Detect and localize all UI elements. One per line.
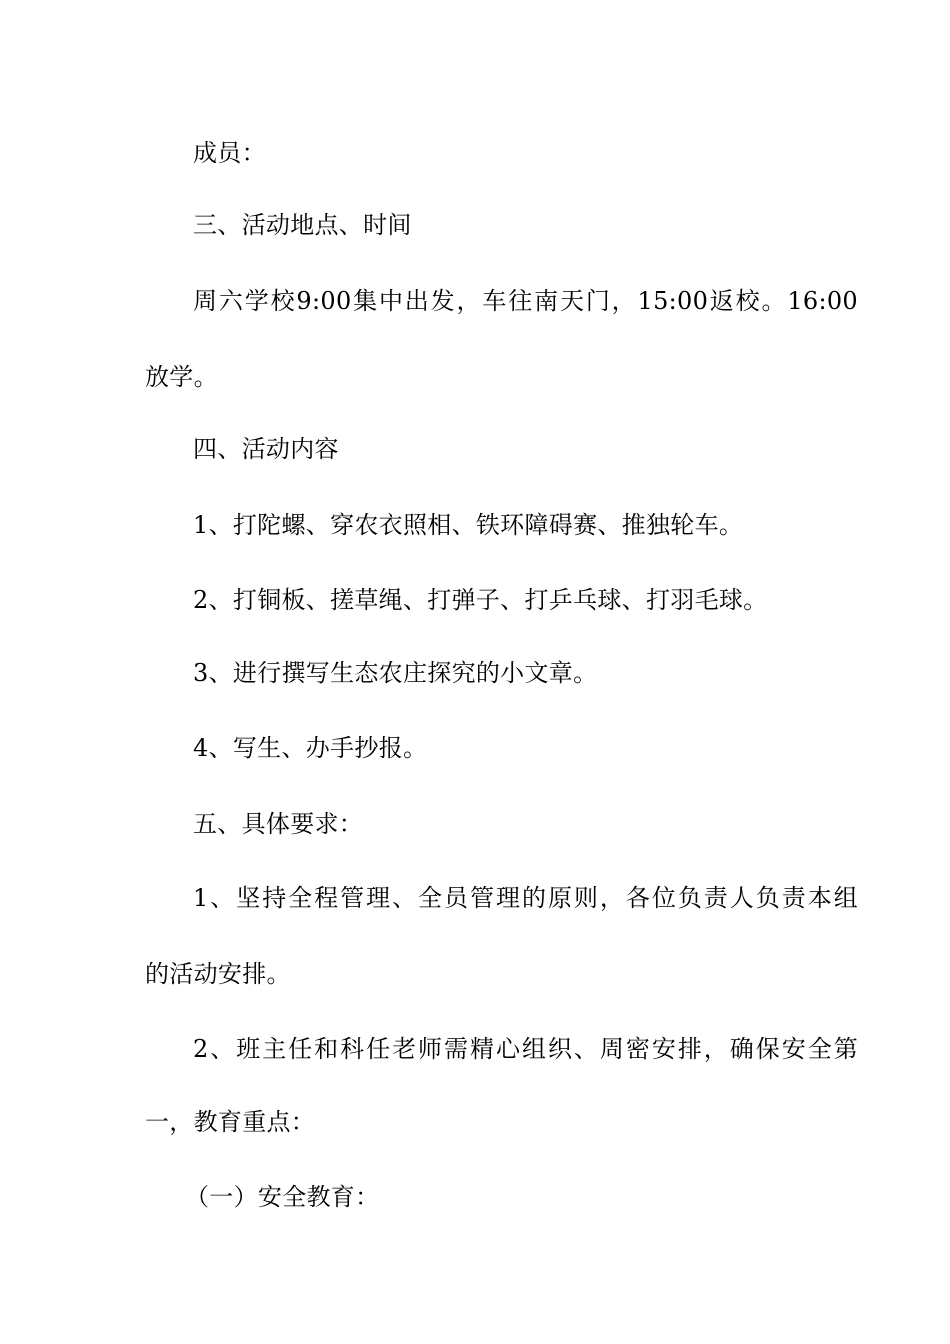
member-line: 成员： (193, 139, 266, 167)
content-item-3: 3、进行撰写生态农庄探究的小文章。 (193, 659, 598, 687)
section-heading-requirements: 五、具体要求： (193, 810, 364, 838)
schedule-paragraph-line-2: 放学。 (145, 363, 218, 391)
requirement-1-line-2: 的活动安排。 (145, 960, 291, 988)
requirement-2-line-1: 2、班主任和科任老师需精心组织、周密安排，确保安全第 (193, 1035, 858, 1063)
content-item-4: 4、写生、办手抄报。 (193, 734, 428, 762)
requirement-1-line-1: 1、坚持全程管理、全员管理的原则，各位负责人负责本组 (193, 884, 858, 912)
content-item-2: 2、打铜板、搓草绳、打弹子、打乒乓球、打羽毛球。 (193, 586, 768, 614)
section-heading-content: 四、活动内容 (193, 435, 339, 463)
content-item-1: 1、打陀螺、穿农衣照相、铁环障碍赛、推独轮车。 (193, 511, 744, 539)
schedule-paragraph-line-1: 周六学校9:00集中出发，车往南天门，15:00返校。16:00 (193, 287, 858, 315)
subsection-safety-education: （一）安全教育： (185, 1183, 380, 1211)
section-heading-location-time: 三、活动地点、时间 (193, 211, 412, 239)
requirement-2-line-2: 一，教育重点： (145, 1108, 316, 1136)
